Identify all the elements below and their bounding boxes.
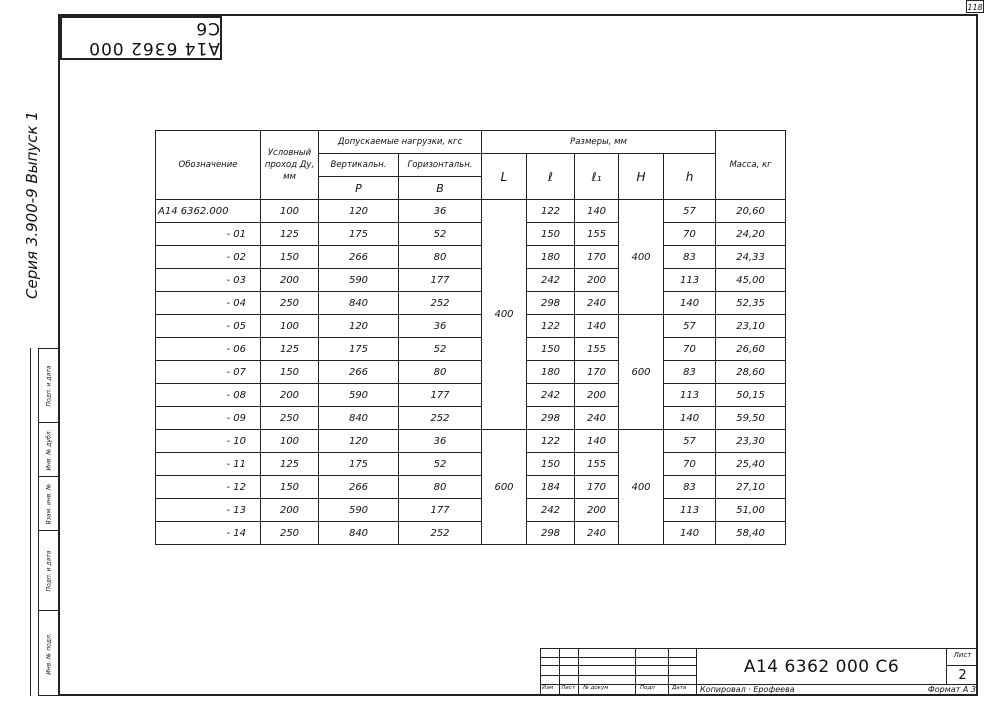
- cell-b: 36: [399, 430, 482, 453]
- cell-l1: 170: [575, 246, 619, 269]
- cell-l1: 170: [575, 476, 619, 499]
- cell-mass: 28,60: [716, 361, 786, 384]
- specification-table: [155, 130, 786, 545]
- cell-b: 80: [399, 361, 482, 384]
- header-mass: Масса, кг: [716, 131, 786, 200]
- cell-L: 400: [482, 200, 527, 430]
- cell-l1: 170: [575, 361, 619, 384]
- cell-h: 57: [664, 430, 716, 453]
- cell-b: 36: [399, 315, 482, 338]
- top-stamp-text: А14 6362 000 С6: [88, 18, 220, 58]
- cell-mass: 27,10: [716, 476, 786, 499]
- header-loads: Допускаемые нагрузки, кгс: [319, 131, 482, 154]
- header-p: P: [319, 177, 399, 200]
- cell-du: 150: [261, 476, 319, 499]
- series-label: [12, 90, 52, 320]
- cell-designation: - 14: [156, 522, 261, 545]
- cell-mass: 58,40: [716, 522, 786, 545]
- cell-h: 140: [664, 407, 716, 430]
- cell-p: 840: [319, 522, 399, 545]
- table-row: [156, 476, 786, 499]
- cell-l: 298: [527, 292, 575, 315]
- header-vertical: Вертикальн.: [319, 154, 399, 177]
- table-row: [156, 315, 786, 338]
- cell-designation: - 13: [156, 499, 261, 522]
- cell-h: 83: [664, 476, 716, 499]
- header-dimensions: Размеры, мм: [482, 131, 716, 154]
- revision-grid: [540, 648, 696, 694]
- cell-l: 242: [527, 384, 575, 407]
- cell-mass: 20,60: [716, 200, 786, 223]
- cell-b: 177: [399, 499, 482, 522]
- cell-p: 266: [319, 476, 399, 499]
- cell-l1: 155: [575, 223, 619, 246]
- cell-du: 125: [261, 223, 319, 246]
- cell-b: 52: [399, 453, 482, 476]
- cell-l1: 200: [575, 269, 619, 292]
- cell-h: 140: [664, 292, 716, 315]
- cell-h: 113: [664, 384, 716, 407]
- cell-l1: 240: [575, 522, 619, 545]
- cell-mass: 45,00: [716, 269, 786, 292]
- cell-p: 120: [319, 315, 399, 338]
- table-row: [156, 361, 786, 384]
- cell-l: 184: [527, 476, 575, 499]
- col-sign: Подп: [640, 685, 655, 691]
- header-h: h: [664, 154, 716, 200]
- cell-du: 100: [261, 315, 319, 338]
- header-passage: Условный проход Ду, мм: [261, 131, 319, 200]
- cell-h: 113: [664, 499, 716, 522]
- cell-h: 70: [664, 223, 716, 246]
- cell-mass: 24,20: [716, 223, 786, 246]
- cell-h: 70: [664, 338, 716, 361]
- cell-du: 100: [261, 200, 319, 223]
- cell-du: 200: [261, 499, 319, 522]
- cell-b: 177: [399, 269, 482, 292]
- header-b: В: [399, 177, 482, 200]
- cell-b: 80: [399, 246, 482, 269]
- header-horizontal: Горизонтальн.: [399, 154, 482, 177]
- cell-h: 70: [664, 453, 716, 476]
- cell-mass: 23,10: [716, 315, 786, 338]
- cell-H: 400: [619, 430, 664, 545]
- sheet-box: [946, 648, 978, 684]
- header-designation: Обозначение: [156, 131, 261, 200]
- cell-du: 125: [261, 453, 319, 476]
- cell-du: 200: [261, 269, 319, 292]
- cell-l1: 155: [575, 453, 619, 476]
- cell-l: 180: [527, 246, 575, 269]
- cell-p: 266: [319, 361, 399, 384]
- table-row: [156, 292, 786, 315]
- col-izm: Изм: [542, 685, 554, 691]
- cell-p: 175: [319, 338, 399, 361]
- cell-l: 242: [527, 499, 575, 522]
- title-block: [540, 648, 978, 694]
- cell-b: 52: [399, 338, 482, 361]
- cell-du: 250: [261, 522, 319, 545]
- cell-designation: - 12: [156, 476, 261, 499]
- cell-l: 150: [527, 223, 575, 246]
- cell-l1: 200: [575, 499, 619, 522]
- table-row: [156, 430, 786, 453]
- table-row: [156, 200, 786, 223]
- header-L: L: [482, 154, 527, 200]
- cell-du: 150: [261, 246, 319, 269]
- cell-p: 175: [319, 223, 399, 246]
- cell-l: 298: [527, 522, 575, 545]
- cell-L: 600: [482, 430, 527, 545]
- title-designation: А14 6362 000 С6: [696, 648, 946, 684]
- cell-mass: 52,35: [716, 292, 786, 315]
- table-row: [156, 246, 786, 269]
- sheet-label: Лист: [953, 651, 972, 659]
- cell-l: 122: [527, 200, 575, 223]
- header-H: H: [619, 154, 664, 200]
- cell-p: 266: [319, 246, 399, 269]
- cell-H: 400: [619, 200, 664, 315]
- cell-p: 590: [319, 269, 399, 292]
- sheet-corner-number: 118: [966, 0, 984, 13]
- table-body: [156, 200, 786, 545]
- cell-l: 180: [527, 361, 575, 384]
- side-stamp-cell: Подп. и дата: [39, 349, 58, 423]
- side-stamp-cell: Инв. № подл.: [45, 632, 52, 675]
- cell-l1: 140: [575, 430, 619, 453]
- cell-p: 840: [319, 407, 399, 430]
- cell-mass: 51,00: [716, 499, 786, 522]
- cell-mass: 25,40: [716, 453, 786, 476]
- cell-mass: 24,33: [716, 246, 786, 269]
- cell-b: 80: [399, 476, 482, 499]
- cell-designation: А14 6362.000: [156, 200, 261, 223]
- cell-designation: - 09: [156, 407, 261, 430]
- cell-l1: 200: [575, 384, 619, 407]
- cell-h: 57: [664, 200, 716, 223]
- cell-l1: 155: [575, 338, 619, 361]
- cell-designation: - 08: [156, 384, 261, 407]
- cell-l: 150: [527, 453, 575, 476]
- table-row: [156, 384, 786, 407]
- cell-p: 840: [319, 292, 399, 315]
- cell-l: 122: [527, 430, 575, 453]
- table-row: [156, 453, 786, 476]
- table-row: [156, 269, 786, 292]
- cell-du: 200: [261, 384, 319, 407]
- cell-l: 242: [527, 269, 575, 292]
- cell-H: 600: [619, 315, 664, 430]
- table-row: [156, 223, 786, 246]
- cell-l1: 240: [575, 292, 619, 315]
- series-text: Серия 3.900-9 Выпуск 1: [23, 111, 41, 299]
- cell-designation: - 04: [156, 292, 261, 315]
- cell-du: 100: [261, 430, 319, 453]
- sheet-format: Формат А 3: [927, 685, 976, 694]
- cell-du: 250: [261, 292, 319, 315]
- cell-h: 57: [664, 315, 716, 338]
- side-stamp-border: [30, 348, 38, 696]
- cell-l: 122: [527, 315, 575, 338]
- cell-du: 125: [261, 338, 319, 361]
- cell-p: 175: [319, 453, 399, 476]
- cell-b: 36: [399, 200, 482, 223]
- copied-by: Копировал · Ерофеева: [700, 685, 795, 694]
- col-list: Лист: [561, 685, 575, 691]
- cell-h: 83: [664, 246, 716, 269]
- cell-mass: 59,50: [716, 407, 786, 430]
- cell-mass: 23,30: [716, 430, 786, 453]
- cell-mass: 26,60: [716, 338, 786, 361]
- cell-b: 52: [399, 223, 482, 246]
- table-row: [156, 407, 786, 430]
- cell-l1: 140: [575, 315, 619, 338]
- title-block-footer: [696, 684, 978, 695]
- cell-h: 113: [664, 269, 716, 292]
- top-stamp: [60, 16, 222, 60]
- header-l1: ℓ₁: [575, 154, 619, 200]
- cell-l1: 240: [575, 407, 619, 430]
- cell-mass: 50,15: [716, 384, 786, 407]
- cell-p: 120: [319, 430, 399, 453]
- table-row: [156, 338, 786, 361]
- cell-h: 140: [664, 522, 716, 545]
- side-stamp-cell: Взам. инв. №: [39, 477, 58, 531]
- side-stamp-cell: Подп. и дата: [39, 531, 58, 611]
- cell-p: 590: [319, 499, 399, 522]
- cell-designation: - 02: [156, 246, 261, 269]
- cell-designation: - 07: [156, 361, 261, 384]
- side-stamp: [38, 348, 58, 696]
- header-l: ℓ: [527, 154, 575, 200]
- cell-b: 252: [399, 522, 482, 545]
- cell-l: 298: [527, 407, 575, 430]
- cell-p: 120: [319, 200, 399, 223]
- table-row: [156, 522, 786, 545]
- cell-b: 252: [399, 407, 482, 430]
- cell-designation: - 11: [156, 453, 261, 476]
- cell-du: 250: [261, 407, 319, 430]
- cell-designation: - 01: [156, 223, 261, 246]
- cell-p: 590: [319, 384, 399, 407]
- col-date: Дата: [672, 685, 687, 691]
- cell-b: 177: [399, 384, 482, 407]
- table-row: [156, 499, 786, 522]
- cell-du: 150: [261, 361, 319, 384]
- sheet-number: 2: [947, 665, 978, 685]
- cell-l: 150: [527, 338, 575, 361]
- cell-designation: - 06: [156, 338, 261, 361]
- cell-h: 83: [664, 361, 716, 384]
- col-doc: № докум: [583, 685, 609, 691]
- cell-designation: - 05: [156, 315, 261, 338]
- cell-designation: - 03: [156, 269, 261, 292]
- cell-l1: 140: [575, 200, 619, 223]
- cell-b: 252: [399, 292, 482, 315]
- side-stamp-cell: Инв. № дубл.: [39, 423, 58, 477]
- cell-designation: - 10: [156, 430, 261, 453]
